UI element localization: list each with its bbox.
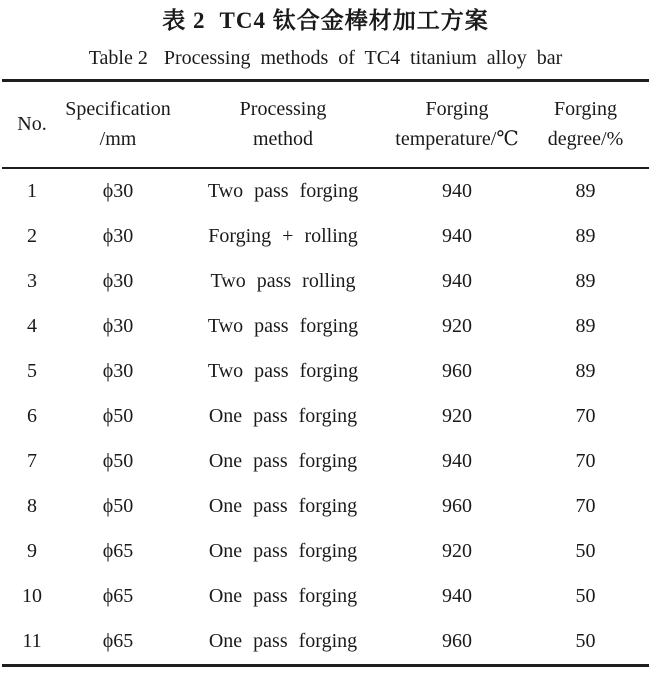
table-row — [2, 439, 649, 484]
table-body — [2, 168, 649, 666]
table-row — [2, 304, 649, 349]
table-row — [2, 529, 649, 574]
cell-forging-degree: 89 — [575, 315, 596, 337]
header-row — [2, 81, 649, 169]
table-row — [2, 168, 649, 214]
cell-forging-degree: 70 — [575, 405, 596, 427]
cell-forging-temperature: 920 — [442, 405, 472, 427]
cell-no: 2 — [27, 225, 37, 247]
cell-no: 10 — [22, 585, 42, 607]
cell-processing-method: Forging + rolling — [208, 225, 358, 247]
cell-processing-method: One pass forging — [208, 495, 358, 517]
table-row — [2, 259, 649, 304]
cell-processing-method: One pass forging — [208, 585, 358, 607]
column-header-no: No. — [2, 81, 62, 169]
cell-processing-method: Two pass forging — [207, 315, 359, 337]
cell-forging-temperature: 920 — [442, 540, 472, 562]
cell-specification: ϕ65 — [102, 585, 134, 607]
cell-forging-degree: 50 — [575, 585, 596, 607]
cell-no: 5 — [27, 360, 37, 382]
cell-forging-temperature: 960 — [442, 630, 472, 652]
column-header-forging-temperature: Forging temperature/℃ — [392, 81, 522, 169]
cell-forging-degree: 89 — [575, 360, 596, 382]
column-header-specification: Specification /mm — [62, 81, 174, 169]
cell-specification: ϕ50 — [102, 450, 134, 472]
cell-forging-temperature: 960 — [442, 360, 472, 382]
cell-specification: ϕ30 — [102, 360, 134, 382]
table-caption-en — [0, 44, 651, 72]
table-row — [2, 394, 649, 439]
cell-no: 1 — [27, 180, 37, 202]
cell-no: 9 — [27, 540, 37, 562]
cell-specification: ϕ30 — [102, 270, 134, 292]
cell-processing-method: Two pass forging — [207, 360, 359, 382]
cell-specification: ϕ50 — [102, 405, 134, 427]
cell-forging-temperature: 940 — [442, 270, 472, 292]
cell-processing-method: Two pass rolling — [210, 270, 356, 292]
column-header-processing-method: Processing method — [174, 81, 392, 169]
cell-forging-temperature: 940 — [442, 225, 472, 247]
cell-forging-degree: 89 — [575, 225, 596, 247]
cell-forging-degree: 89 — [575, 270, 596, 292]
cell-no: 3 — [27, 270, 37, 292]
cell-processing-method: One pass forging — [208, 540, 358, 562]
cell-processing-method: Two pass forging — [207, 180, 359, 202]
table-title-cn-text: TC4 钛合金棒材加工方案 — [219, 8, 489, 33]
cell-processing-method: One pass forging — [208, 405, 358, 427]
cell-no: 11 — [22, 630, 42, 652]
cell-forging-temperature: 940 — [442, 180, 472, 202]
table-row — [2, 484, 649, 529]
cell-specification: ϕ65 — [102, 630, 134, 652]
cell-specification: ϕ30 — [102, 315, 134, 337]
cell-forging-degree: 50 — [575, 630, 596, 652]
table-row — [2, 619, 649, 666]
cell-specification: ϕ30 — [102, 225, 134, 247]
cell-no: 8 — [27, 495, 37, 517]
cell-forging-temperature: 940 — [442, 585, 472, 607]
column-header-forging-degree: Forging degree/% — [522, 81, 649, 169]
cell-forging-degree: 50 — [575, 540, 596, 562]
cell-forging-temperature: 960 — [442, 495, 472, 517]
cell-forging-degree: 89 — [575, 180, 596, 202]
table-row — [2, 349, 649, 394]
table-row — [2, 214, 649, 259]
cell-forging-temperature: 940 — [442, 450, 472, 472]
cell-specification: ϕ65 — [102, 540, 134, 562]
table-title-en-text: Processing methods of TC4 titanium alloy bar — [163, 47, 563, 69]
cell-forging-temperature: 920 — [442, 315, 472, 337]
table-row — [2, 574, 649, 619]
table-label-en: Table 2 — [88, 47, 148, 69]
table-label-cn: 表 2 — [162, 8, 206, 33]
cell-processing-method: One pass forging — [208, 630, 358, 652]
cell-forging-degree: 70 — [575, 495, 596, 517]
table-header — [2, 81, 649, 169]
cell-no: 7 — [27, 450, 37, 472]
cell-specification: ϕ50 — [102, 495, 134, 517]
cell-no: 4 — [27, 315, 37, 337]
cell-forging-degree: 70 — [575, 450, 596, 472]
cell-processing-method: One pass forging — [208, 450, 358, 472]
processing-methods-table — [2, 79, 649, 667]
table-caption-cn — [0, 6, 651, 36]
cell-no: 6 — [27, 405, 37, 427]
cell-specification: ϕ30 — [102, 180, 134, 202]
